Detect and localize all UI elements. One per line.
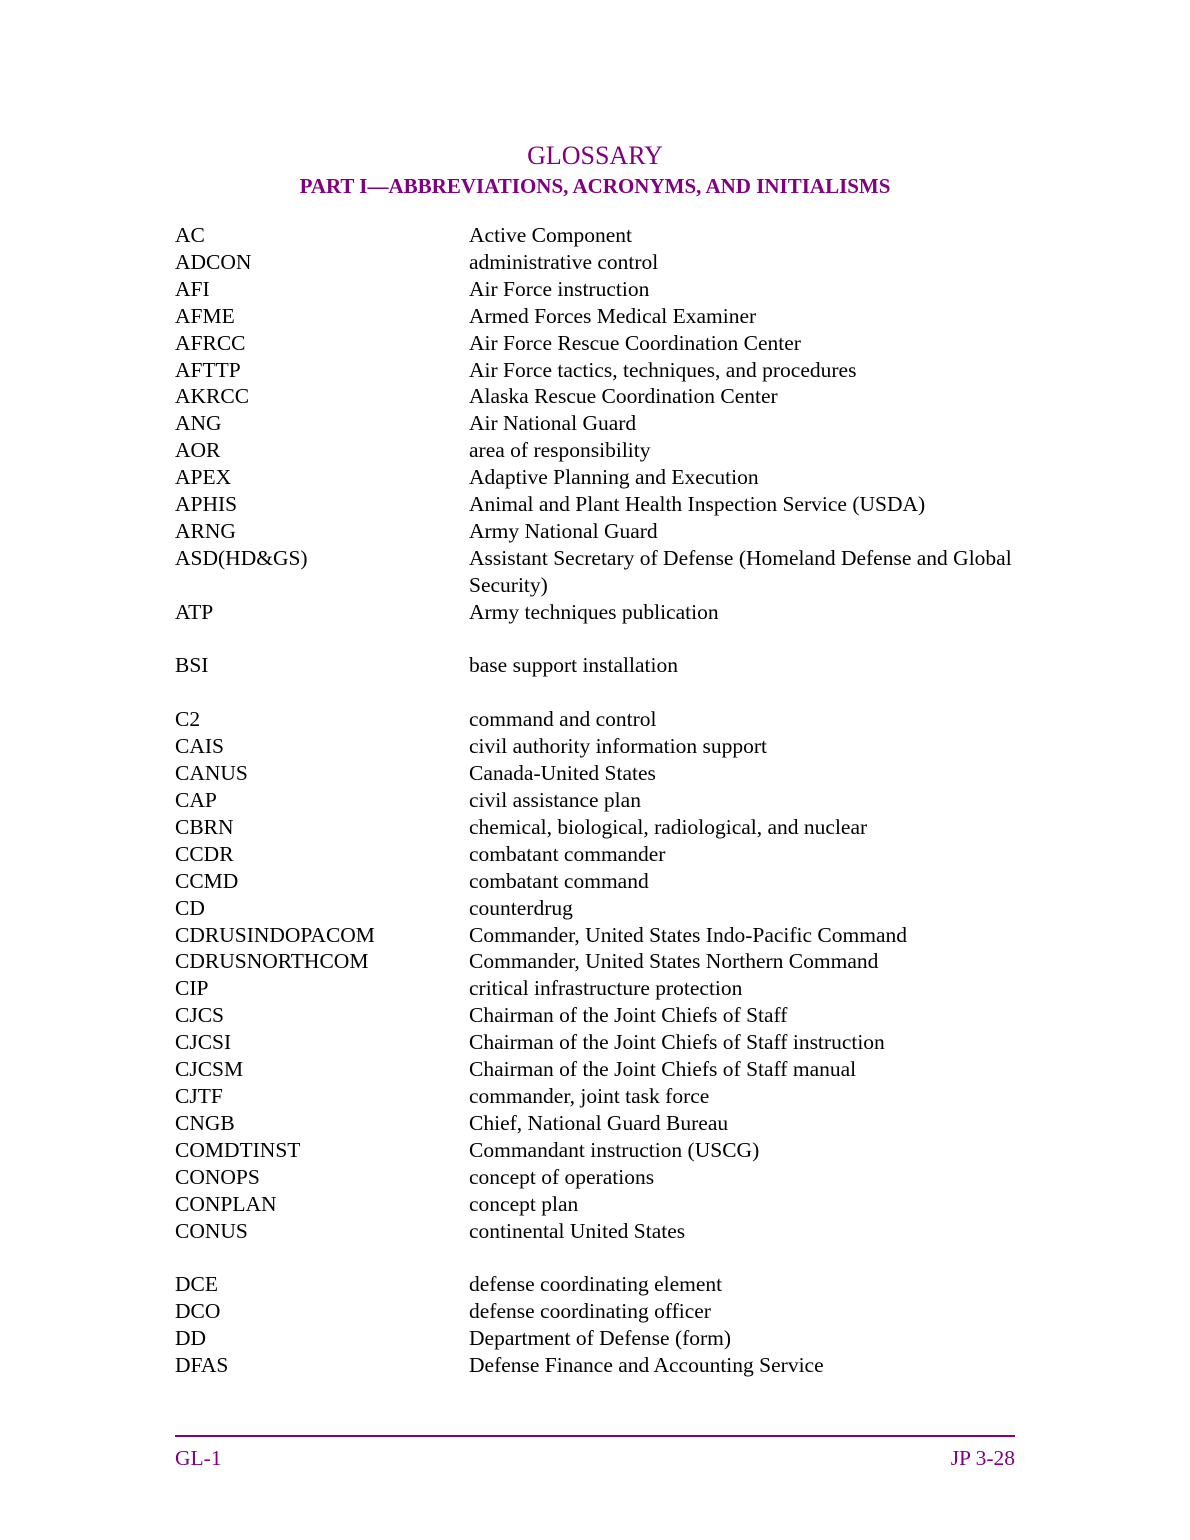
entry-abbreviation: CBRN [175, 814, 234, 839]
entry-definition: continental United States [469, 1218, 686, 1243]
glossary-entry [175, 518, 1015, 545]
glossary-entry [175, 491, 1015, 518]
entry-definition: Commandant instruction (USCG) [469, 1137, 760, 1162]
entry-abbreviation: DD [175, 1326, 207, 1351]
entry-definition: Assistant Secretary of Defense (Homeland Defense and Global Security) [469, 545, 1012, 597]
entry-abbreviation: AC [175, 223, 205, 247]
entry-abbreviation: APHIS [175, 492, 238, 517]
entry-abbreviation: AFTTP [175, 357, 241, 382]
entry-abbreviation: ATP [175, 599, 214, 624]
entry-abbreviation: ADCON [175, 249, 252, 274]
glossary-entry [175, 1271, 1015, 1298]
entry-abbreviation: ARNG [175, 518, 236, 543]
glossary-entry [175, 222, 1015, 249]
glossary-entry [175, 383, 1015, 410]
entry-definition: Army techniques publication [469, 599, 719, 624]
glossary-entry [175, 303, 1015, 330]
entry-definition: Chairman of the Joint Chiefs of Staff [469, 1003, 788, 1028]
entry-abbreviation: AOR [175, 438, 221, 463]
entry-definition: Army National Guard [469, 518, 658, 543]
entry-abbreviation: CIP [175, 976, 209, 1001]
entry-group [175, 1271, 1015, 1379]
entry-definition: command and control [469, 707, 657, 732]
entry-abbreviation: APEX [175, 465, 232, 490]
entry-abbreviation: CJCSM [175, 1057, 244, 1082]
entry-definition: administrative control [469, 249, 659, 274]
glossary-entry [175, 1056, 1015, 1083]
entry-definition: Chief, National Guard Bureau [469, 1110, 729, 1135]
entry-definition: chemical, biological, radiological, and nuclear [469, 814, 868, 839]
glossary-entry [175, 706, 1015, 733]
footer-rule [175, 1435, 1015, 1437]
glossary-entry [175, 652, 1015, 679]
entry-abbreviation: CANUS [175, 761, 248, 786]
entry-abbreviation: AKRCC [175, 384, 250, 409]
footer-page-number: GL-1 [175, 1446, 222, 1470]
entry-definition: Canada-United States [469, 761, 656, 786]
entry-definition: Air Force instruction [469, 276, 650, 301]
entry-definition: Armed Forces Medical Examiner [469, 303, 757, 328]
glossary-entry [175, 1352, 1015, 1379]
entry-abbreviation: AFME [175, 303, 235, 328]
entry-abbreviation: ASD(HD&GS) [175, 545, 308, 570]
entry-abbreviation: CJTF [175, 1083, 223, 1108]
entry-abbreviation: COMDTINST [175, 1137, 301, 1162]
entry-definition: Commander, United States Indo-Pacific Command [469, 922, 908, 947]
entry-abbreviation: DCE [175, 1272, 218, 1297]
glossary-entry [175, 464, 1015, 491]
entry-definition: Air National Guard [469, 411, 637, 436]
entry-definition: combatant command [469, 868, 649, 893]
entry-abbreviation: CONUS [175, 1218, 248, 1243]
entry-definition: area of responsibility [469, 438, 651, 463]
entry-definition: defense coordinating officer [469, 1299, 711, 1324]
entry-abbreviation: CONOPS [175, 1164, 260, 1189]
glossary-entries [175, 222, 1015, 1406]
entry-group [175, 222, 1015, 626]
glossary-entry [175, 1218, 1015, 1245]
entry-abbreviation: CDRUSNORTHCOM [175, 949, 369, 974]
glossary-entry [175, 276, 1015, 303]
glossary-entry [175, 1137, 1015, 1164]
glossary-entry [175, 922, 1015, 949]
entry-definition: Animal and Plant Health Inspection Service (USDA) [469, 492, 926, 517]
entry-abbreviation: CONPLAN [175, 1191, 277, 1216]
glossary-title: GLOSSARY [527, 141, 663, 170]
entry-abbreviation: DFAS [175, 1353, 229, 1378]
glossary-subtitle: PART I—ABBREVIATIONS, ACRONYMS, AND INITIALISMS [299, 174, 891, 198]
entry-definition: base support installation [469, 653, 678, 678]
glossary-entry [175, 330, 1015, 357]
entry-abbreviation: CCMD [175, 868, 239, 893]
entry-definition: combatant commander [469, 841, 666, 866]
glossary-entry [175, 841, 1015, 868]
entry-definition: Air Force Rescue Coordination Center [469, 330, 801, 355]
entry-definition: Chairman of the Joint Chiefs of Staff instruction [469, 1030, 885, 1055]
entry-definition: Chairman of the Joint Chiefs of Staff manual [469, 1057, 857, 1082]
glossary-entry [175, 1325, 1015, 1352]
entry-abbreviation: CAIS [175, 734, 224, 759]
entry-abbreviation: CJCSI [175, 1030, 232, 1055]
entry-definition: Alaska Rescue Coordination Center [469, 384, 778, 409]
entry-abbreviation: AFI [175, 276, 210, 301]
glossary-entry [175, 437, 1015, 464]
entry-definition: commander, joint task force [469, 1083, 710, 1108]
glossary-entry [175, 410, 1015, 437]
entry-abbreviation: ANG [175, 411, 222, 436]
glossary-entry [175, 895, 1015, 922]
glossary-entry [175, 1164, 1015, 1191]
entry-definition: Commander, United States Northern Command [469, 949, 879, 974]
entry-definition: Adaptive Planning and Execution [469, 465, 759, 490]
entry-definition: civil assistance plan [469, 788, 641, 812]
entry-group [175, 706, 1015, 1244]
entry-definition: Department of Defense (form) [469, 1326, 732, 1351]
entry-abbreviation: AFRCC [175, 330, 246, 355]
glossary-entry [175, 1191, 1015, 1218]
entry-abbreviation: CDRUSINDOPACOM [175, 922, 375, 947]
glossary-entry [175, 733, 1015, 760]
glossary-entry [175, 975, 1015, 1002]
glossary-entry [175, 1110, 1015, 1137]
entry-abbreviation: CNGB [175, 1110, 235, 1135]
glossary-entry [175, 357, 1015, 384]
glossary-entry [175, 1083, 1015, 1110]
glossary-entry [175, 545, 1015, 599]
entry-definition: concept of operations [469, 1164, 655, 1189]
entry-definition: Defense Finance and Accounting Service [469, 1353, 824, 1378]
glossary-entry [175, 760, 1015, 787]
glossary-entry [175, 868, 1015, 895]
entry-definition: critical infrastructure protection [469, 976, 743, 1001]
entry-abbreviation: DCO [175, 1299, 221, 1324]
entry-definition: defense coordinating element [469, 1272, 723, 1297]
entry-group [175, 652, 1015, 679]
entry-definition: counterdrug [469, 895, 573, 920]
glossary-entry [175, 814, 1015, 841]
entry-abbreviation: C2 [175, 707, 201, 732]
glossary-entry [175, 1029, 1015, 1056]
glossary-entry [175, 1298, 1015, 1325]
glossary-entry [175, 787, 1015, 814]
entry-abbreviation: CD [175, 895, 205, 920]
entry-definition: concept plan [469, 1191, 579, 1216]
glossary-entry [175, 249, 1015, 276]
entry-abbreviation: CJCS [175, 1003, 225, 1028]
entry-definition: civil authority information support [469, 734, 767, 759]
glossary-entry [175, 948, 1015, 975]
glossary-entry [175, 599, 1015, 626]
footer-publication: JP 3-28 [950, 1446, 1015, 1470]
entry-definition: Active Component [469, 223, 633, 247]
entry-definition: Air Force tactics, techniques, and procedures [469, 357, 857, 382]
glossary-entry [175, 1002, 1015, 1029]
entry-abbreviation: CCDR [175, 841, 234, 866]
entry-abbreviation: CAP [175, 788, 217, 812]
entry-abbreviation: BSI [175, 653, 209, 678]
